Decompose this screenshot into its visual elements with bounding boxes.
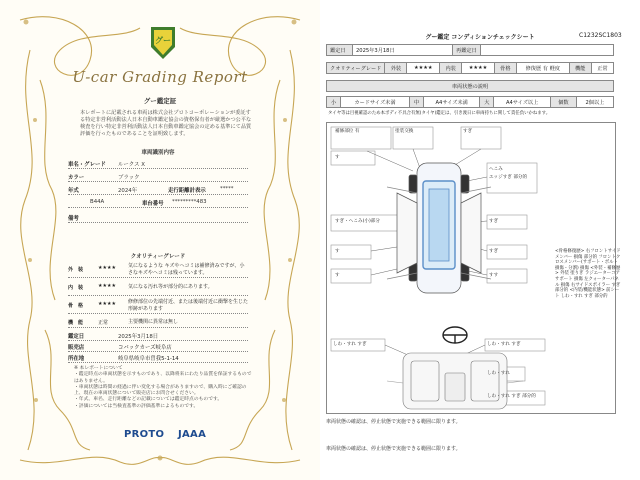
grade-col: ★★★★	[462, 63, 495, 74]
quality-stars: ★★★★	[98, 265, 116, 271]
row-remarks	[68, 212, 248, 223]
year-value: 2024年	[118, 188, 138, 194]
annotation: す	[335, 273, 340, 278]
annotation: しわ・すれ すぎ	[487, 342, 521, 347]
vehicle-section-heading: 車両識別内容	[141, 150, 175, 156]
annotation: すす	[489, 273, 499, 278]
size-col: カードサイズ未満	[341, 97, 410, 108]
quality-row-interior	[68, 280, 248, 296]
count-value: 2個以上	[576, 97, 613, 108]
car-top-view	[387, 163, 491, 293]
quality-desc: 主要機関に異常は無し	[128, 319, 179, 325]
quality-stars: ★★★★	[98, 283, 116, 289]
vin-label: 車台番号	[142, 201, 164, 207]
size-col: 中	[409, 97, 423, 108]
row-car-name	[68, 158, 248, 169]
seller-value: コバックカーズ岐阜店	[118, 345, 172, 351]
footer-note-2: 車両状態の確認は、停止状態で実施できる範囲に限ります。	[326, 446, 461, 452]
car-interior-view	[387, 353, 523, 409]
note-item: ・評価については当検査基準の評価基準によるものです。	[74, 403, 199, 409]
remarks-label: 備考	[68, 216, 79, 222]
size-col: 大	[480, 97, 494, 108]
grade-col: 修復歴 有 軽度	[516, 63, 569, 74]
row-model	[68, 197, 248, 208]
annotation: エッジすぎ 部分的	[489, 175, 528, 180]
goo-appraisal-badge-icon	[148, 25, 178, 61]
year-label: 年式	[68, 188, 79, 194]
color-value: ブラック	[118, 175, 140, 181]
quality-label: 骨 格	[68, 303, 84, 309]
tire-notice: タイヤ等は目視確認のため本ボディ不具合有無(タイヤ)鑑定は、引き渡日に車両持ちに関して責任負いかねます。	[328, 111, 551, 116]
reappraisal-label: 再鑑定日	[453, 45, 481, 56]
row-year	[68, 184, 248, 195]
sheet-title: グー鑑定 コンディションチェックシート	[425, 34, 535, 41]
footer-note: 車両状態の確認は、停止状態で実施できる範囲に限ります。	[326, 419, 461, 425]
svg-text:グー: グー	[155, 36, 171, 45]
note-item: ・車両状態は時間の経過に伴い変化する場合がありますので、購入時にご確認の上、現在の車両状態について販売店にお問合せください。	[74, 384, 247, 397]
annotation: すぎ	[463, 129, 473, 134]
vin-value: *********483	[172, 199, 207, 205]
row-color	[68, 171, 248, 182]
size-col: 小	[327, 97, 341, 108]
mileage-label: 走行距離計表示	[168, 188, 206, 194]
sheet-code: C1232SC1803	[579, 32, 622, 39]
car-name-label: 車名・グレード	[68, 162, 106, 168]
sheet-date-table	[326, 44, 614, 56]
certificate-intro: 本レポートに記載される車両は株式会社プロトコーポレーションが委託する特定非営利活動法人日本自動車鑑定協会の資格保有者が厳選かつ公平な検査を行い特定非営利活動法人日本自動車鑑定協会の定める基準にて品質評価を行ったものであることを証明致します。	[80, 110, 252, 137]
annotation: す	[335, 249, 340, 254]
jaaa-logo: JAAA	[178, 429, 207, 440]
grade-col: 正常	[591, 63, 613, 74]
quality-desc: 気になるような キズやヘコミは補修済みですが、小さなキズやヘコミは残っています。	[128, 263, 245, 276]
certificate-notes	[74, 366, 254, 410]
grade-col: 骨格	[494, 63, 516, 74]
quality-desc: 修修部位の先端付近、または後端付近に衝撃を生じた形跡があります	[128, 299, 249, 312]
annotation: しわ・すれ	[487, 371, 510, 376]
size-col: A4サイズ未満	[423, 97, 479, 108]
quality-section-heading: クオリティーグレード	[130, 254, 186, 260]
script-title: U-car Grading Report	[72, 68, 248, 86]
appraisal-date-label: 鑑定日	[327, 45, 353, 56]
condition-header: 車両状態の説明	[327, 81, 614, 92]
count-label: 個数	[550, 97, 576, 108]
quality-label: 外 装	[68, 267, 84, 273]
quality-label: 機 能	[68, 320, 84, 326]
seller-label: 販売店	[68, 345, 85, 351]
annotation: 塗装交換	[395, 129, 414, 134]
quality-desc: 気になる汚れ等が部分的にあります。	[128, 284, 213, 290]
annotation: すぎ・へこみ(小)部分	[335, 219, 380, 224]
annotation: へこみ	[489, 167, 503, 172]
quality-row-function	[68, 316, 248, 328]
vehicle-damage-map	[326, 122, 621, 414]
quality-grade-label: クオリティーグレード	[327, 63, 385, 74]
grade-col: 外装	[385, 63, 407, 74]
annotation: すぎ	[489, 219, 499, 224]
proto-logo: PROTO	[124, 429, 165, 440]
car-name-value: ルークス X	[118, 162, 145, 168]
annotation: しわ・すれ すぎ	[333, 342, 367, 347]
address-label: 所在地	[68, 356, 85, 362]
note-item: ・鑑定時点の車両状態を示すものであり、以降将来にわたり品質を保証するものではありません。	[74, 372, 252, 384]
size-legend-table	[326, 96, 614, 108]
appraisal-date-label: 鑑定日	[68, 334, 85, 340]
row-appraisal-date	[68, 330, 248, 341]
appraisal-date-value: 2025年3月18日	[118, 334, 159, 340]
note-item: ・年式、車名、走行距離などの記載については鑑定時点のものです。	[74, 397, 223, 403]
annotation: すぎ	[489, 249, 499, 254]
address-value: 岐阜県岐阜市曽我5-1-14	[118, 356, 179, 362]
quality-stars: ★★★★	[98, 301, 116, 307]
grade-col: 内装	[440, 63, 462, 74]
condition-check-sheet	[320, 0, 640, 480]
annotation: 補修部位 有	[335, 129, 360, 134]
right-notes: <骨格修復歴> 右フロントサイドメンバー 損傷 部分的 フロントクロスメンバー(サポート・ボルト損傷・分割) 損傷 <外装・補修歴> 外装 塗りぎ ラジエーターコアサポート 損傷 左クォーターパネル 損傷 右サイドスポイラー すぎ 部分的 <内装/機能状態> 前シート しわ・すれ すぎ 部分的	[555, 249, 621, 299]
grade-col: ★★★★	[407, 63, 440, 74]
quality-row-frame	[68, 298, 248, 314]
size-col: A4サイズ以上	[494, 97, 550, 108]
mileage-value: *****	[220, 186, 234, 192]
logo-area	[112, 428, 232, 444]
condition-header-table	[326, 80, 614, 92]
model-value: B44A	[90, 199, 105, 205]
quality-stars: 正常	[98, 320, 109, 326]
notes-title: ※ 本レポートについて	[74, 366, 123, 371]
annotation: す	[335, 155, 340, 160]
certificate-name: グー鑑定証	[143, 97, 177, 105]
quality-grade-table	[326, 62, 614, 74]
grade-col: 機能	[569, 63, 591, 74]
color-label: カラー	[68, 175, 85, 181]
annotation: しわ・すれ すぎ 部分的	[487, 394, 536, 399]
reappraisal-value	[481, 45, 614, 56]
appraisal-date-value: 2025年3月18日	[353, 45, 453, 56]
quality-row-exterior	[68, 262, 248, 278]
steering-wheel-icon	[443, 327, 467, 343]
quality-label: 内 装	[68, 285, 84, 291]
